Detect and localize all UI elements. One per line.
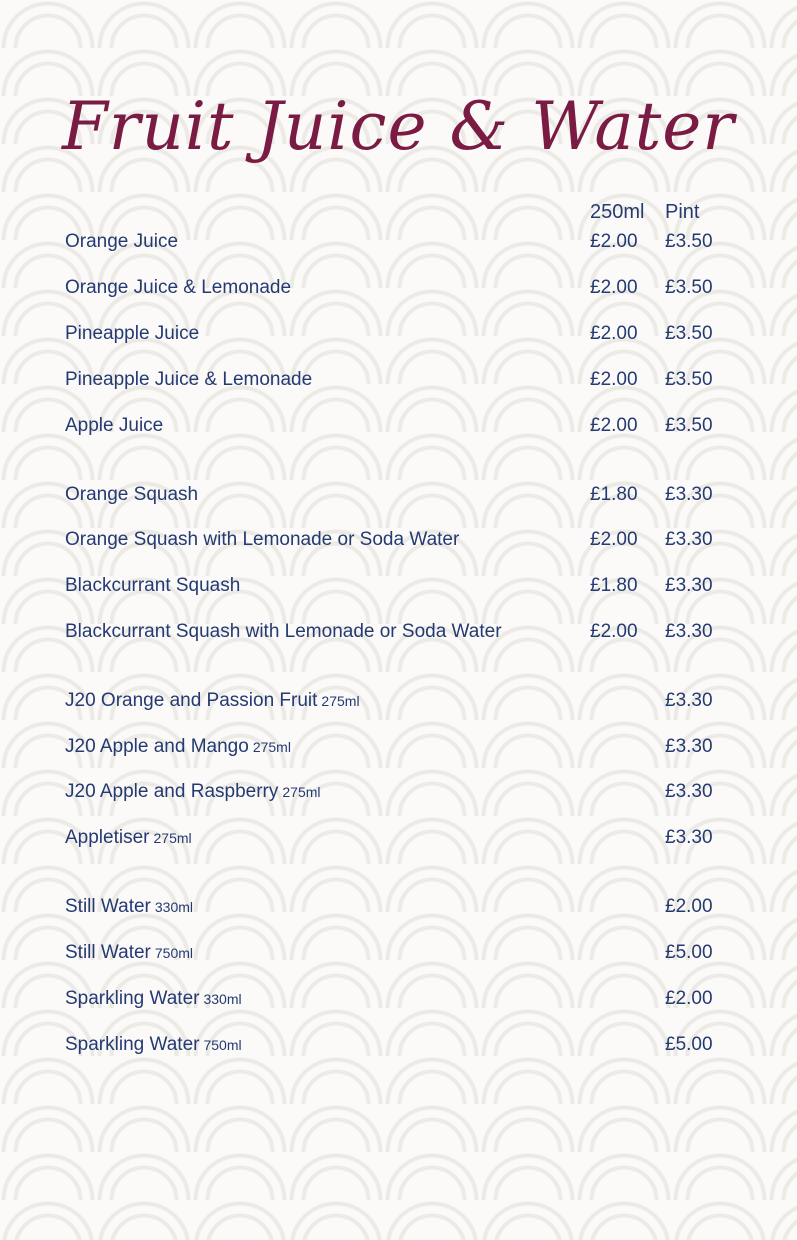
item-name xyxy=(65,940,193,966)
item-size: 330ml xyxy=(203,991,242,1007)
price-250ml: £1.80 xyxy=(590,575,638,596)
menu-item xyxy=(0,573,797,599)
menu-item xyxy=(0,688,797,714)
menu-item xyxy=(0,413,797,439)
column-header-pint: Pint xyxy=(665,201,700,223)
price-pint: £3.50 xyxy=(665,369,713,390)
item-name: Orange Squash with Lemonade or Soda Water xyxy=(65,529,460,550)
item-name: Blackcurrant Squash with Lemonade or Soda Water xyxy=(65,621,502,642)
item-name: Orange Juice xyxy=(65,231,179,252)
price-pint: £3.30 xyxy=(665,575,713,596)
item-name: Blackcurrant Squash xyxy=(65,575,241,596)
price: £3.30 xyxy=(665,690,713,711)
item-name: Pineapple Juice & Lemonade xyxy=(65,369,313,390)
price-250ml: £2.00 xyxy=(590,231,638,252)
item-size: 275ml xyxy=(321,693,360,709)
item-size: 275ml xyxy=(282,784,321,800)
price-pint: £3.50 xyxy=(665,277,713,298)
price-250ml: £2.00 xyxy=(590,323,638,344)
item-name-text: Sparkling Water xyxy=(65,1034,200,1055)
item-size: 275ml xyxy=(153,830,192,846)
menu-item xyxy=(0,275,797,301)
price-250ml: £2.00 xyxy=(590,415,638,436)
price-pint: £3.30 xyxy=(665,529,713,550)
item-name: Apple Juice xyxy=(65,415,164,436)
item-name: Orange Juice & Lemonade xyxy=(65,277,292,298)
price: £2.00 xyxy=(665,988,713,1009)
price: £3.30 xyxy=(665,781,713,802)
menu-item xyxy=(0,321,797,347)
menu-item xyxy=(0,527,797,553)
item-name-text: Still Water xyxy=(65,896,151,917)
item-name xyxy=(65,688,360,714)
item-name xyxy=(65,1032,242,1058)
price: £5.00 xyxy=(665,1034,713,1055)
item-size: 275ml xyxy=(252,739,291,755)
item-name xyxy=(65,825,192,851)
price: £3.30 xyxy=(665,827,713,848)
menu-item xyxy=(0,619,797,645)
menu-item xyxy=(0,229,797,255)
price-250ml: £2.00 xyxy=(590,529,638,550)
menu-item xyxy=(0,986,797,1012)
price-250ml: £1.80 xyxy=(590,484,638,505)
item-name-text: Sparkling Water xyxy=(65,988,200,1009)
item-name: Orange Squash xyxy=(65,484,199,505)
page-title: Fruit Juice & Water xyxy=(62,88,735,165)
item-name-text: J20 Apple and Mango xyxy=(65,736,249,757)
item-name: Pineapple Juice xyxy=(65,323,200,344)
menu-item xyxy=(0,734,797,760)
price-pint: £3.30 xyxy=(665,621,713,642)
menu-item xyxy=(0,779,797,805)
menu-item xyxy=(0,1032,797,1058)
item-size: 750ml xyxy=(203,1037,242,1053)
price: £2.00 xyxy=(665,896,713,917)
item-name-text: J20 Apple and Raspberry xyxy=(65,781,279,802)
menu-item xyxy=(0,940,797,966)
item-name-text: Still Water xyxy=(65,942,151,963)
price-250ml: £2.00 xyxy=(590,277,638,298)
item-name xyxy=(65,734,291,760)
price-pint: £3.50 xyxy=(665,415,713,436)
item-size: 750ml xyxy=(154,945,194,961)
menu-item xyxy=(0,367,797,393)
price: £5.00 xyxy=(665,942,713,963)
price-250ml: £2.00 xyxy=(590,621,638,642)
price-250ml: £2.00 xyxy=(590,369,638,390)
price-pint: £3.30 xyxy=(665,484,713,505)
item-name xyxy=(65,894,193,920)
item-name xyxy=(65,779,321,805)
menu-item xyxy=(0,894,797,920)
column-header-250ml: 250ml xyxy=(590,201,645,223)
price: £3.30 xyxy=(665,736,713,757)
item-size: 330ml xyxy=(154,899,194,915)
item-name-text: J20 Orange and Passion Fruit xyxy=(65,690,318,711)
item-name xyxy=(65,986,242,1012)
price-pint: £3.50 xyxy=(665,323,713,344)
item-name-text: Appletiser xyxy=(65,827,150,848)
price-pint: £3.50 xyxy=(665,231,713,252)
menu-item xyxy=(0,482,797,508)
menu-item xyxy=(0,825,797,851)
